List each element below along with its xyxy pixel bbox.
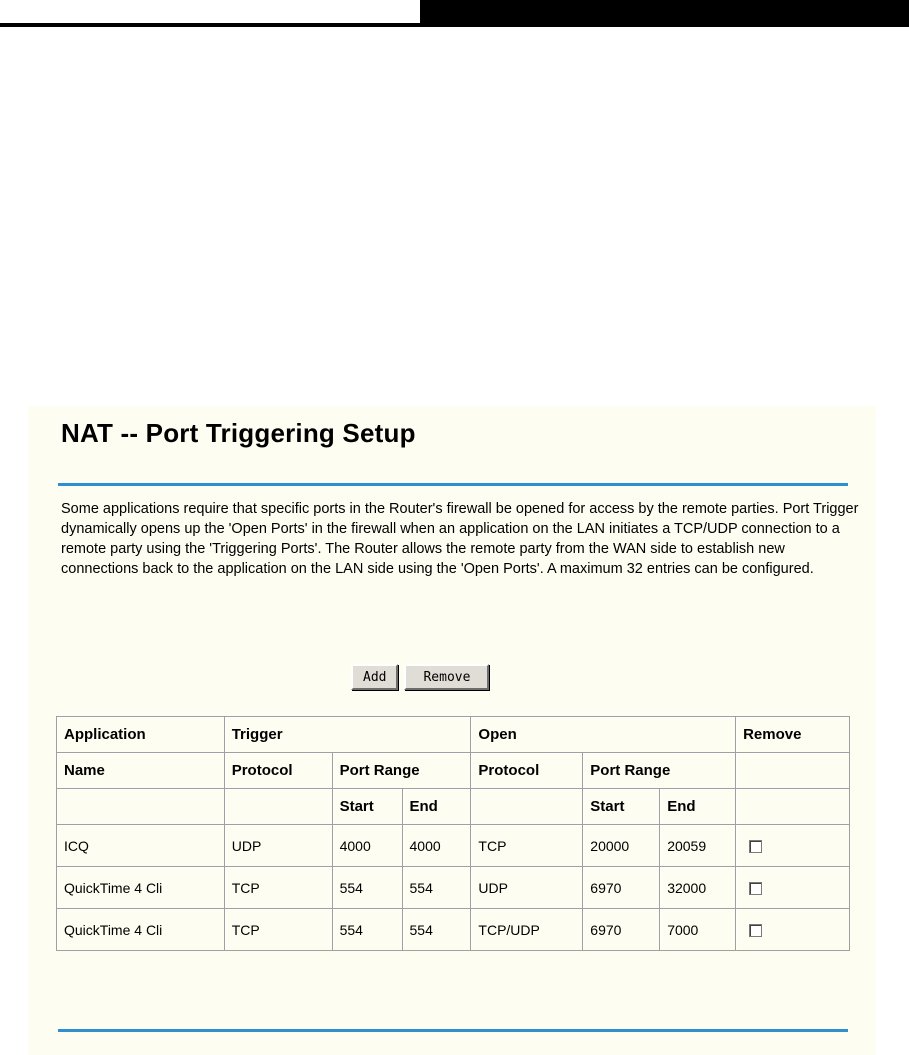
table-row: [57, 909, 850, 951]
cell-application-name: QuickTime 4 Cli: [57, 867, 225, 909]
header-open-start: Start: [583, 789, 660, 825]
port-triggering-panel: [28, 406, 876, 1055]
cell-trigger-start: 4000: [332, 825, 402, 867]
cell-remove: [736, 825, 850, 867]
header-trigger-port-range: Port Range: [332, 753, 471, 789]
port-trigger-table: [56, 716, 850, 951]
remove-checkbox[interactable]: [749, 882, 762, 895]
page-description: Some applications require that specific ports in the Router's firewall be opened for access by the remote parties. Port Trigger dynamically opens up the 'Open Ports' in the firewall when an application on the LAN initiates a TCP/UDP connection to a remote party using the 'Triggering Ports'. The Router allows the remote party from the WAN side to establish new connections back to the application on the LAN side using the 'Open Ports'. A maximum 32 entries can be configured.: [61, 501, 859, 577]
cell-trigger-end: 4000: [402, 825, 471, 867]
header-open: Open: [471, 717, 736, 753]
header-application: Application: [57, 717, 225, 753]
header-open-protocol: Protocol: [471, 753, 583, 789]
table-header-row: [57, 753, 850, 789]
header-remove: Remove: [736, 717, 850, 753]
header-trigger: Trigger: [224, 717, 471, 753]
table-header-row: [57, 789, 850, 825]
cell-trigger-protocol: UDP: [224, 825, 332, 867]
button-row: [351, 664, 489, 690]
cell-remove: [736, 909, 850, 951]
header-empty-cell: [471, 789, 583, 825]
header-open-end: End: [660, 789, 736, 825]
header-black-bar: [420, 0, 909, 23]
header-empty-cell: [736, 789, 850, 825]
page-title: NAT -- Port Triggering Setup: [61, 418, 416, 448]
remove-button[interactable]: Remove: [404, 664, 489, 690]
cell-application-name: QuickTime 4 Cli: [57, 909, 225, 951]
add-button[interactable]: Add: [351, 664, 398, 690]
cell-trigger-start: 554: [332, 909, 402, 951]
cell-open-end: 32000: [660, 867, 736, 909]
header-trigger-end: End: [402, 789, 471, 825]
remove-checkbox[interactable]: [749, 924, 762, 937]
cell-open-start: 20000: [583, 825, 660, 867]
table-row: [57, 867, 850, 909]
cell-trigger-protocol: TCP: [224, 909, 332, 951]
cell-trigger-start: 554: [332, 867, 402, 909]
header-rule: [0, 23, 909, 27]
title-divider: [58, 483, 848, 486]
remove-checkbox[interactable]: [749, 840, 762, 853]
cell-open-end: 7000: [660, 909, 736, 951]
header-trigger-protocol: Protocol: [224, 753, 332, 789]
cell-open-end: 20059: [660, 825, 736, 867]
cell-remove: [736, 867, 850, 909]
cell-application-name: ICQ: [57, 825, 225, 867]
cell-open-start: 6970: [583, 867, 660, 909]
bottom-divider: [58, 1029, 848, 1032]
header-empty-cell: [224, 789, 332, 825]
cell-open-start: 6970: [583, 909, 660, 951]
cell-trigger-protocol: TCP: [224, 867, 332, 909]
cell-open-protocol: TCP/UDP: [471, 909, 583, 951]
cell-trigger-end: 554: [402, 867, 471, 909]
cell-open-protocol: TCP: [471, 825, 583, 867]
header-open-port-range: Port Range: [583, 753, 736, 789]
header-empty-cell: [57, 789, 225, 825]
table-header-row: [57, 717, 850, 753]
cell-trigger-end: 554: [402, 909, 471, 951]
header-empty-cell: [736, 753, 850, 789]
header-name: Name: [57, 753, 225, 789]
table-row: [57, 825, 850, 867]
header-trigger-start: Start: [332, 789, 402, 825]
cell-open-protocol: UDP: [471, 867, 583, 909]
